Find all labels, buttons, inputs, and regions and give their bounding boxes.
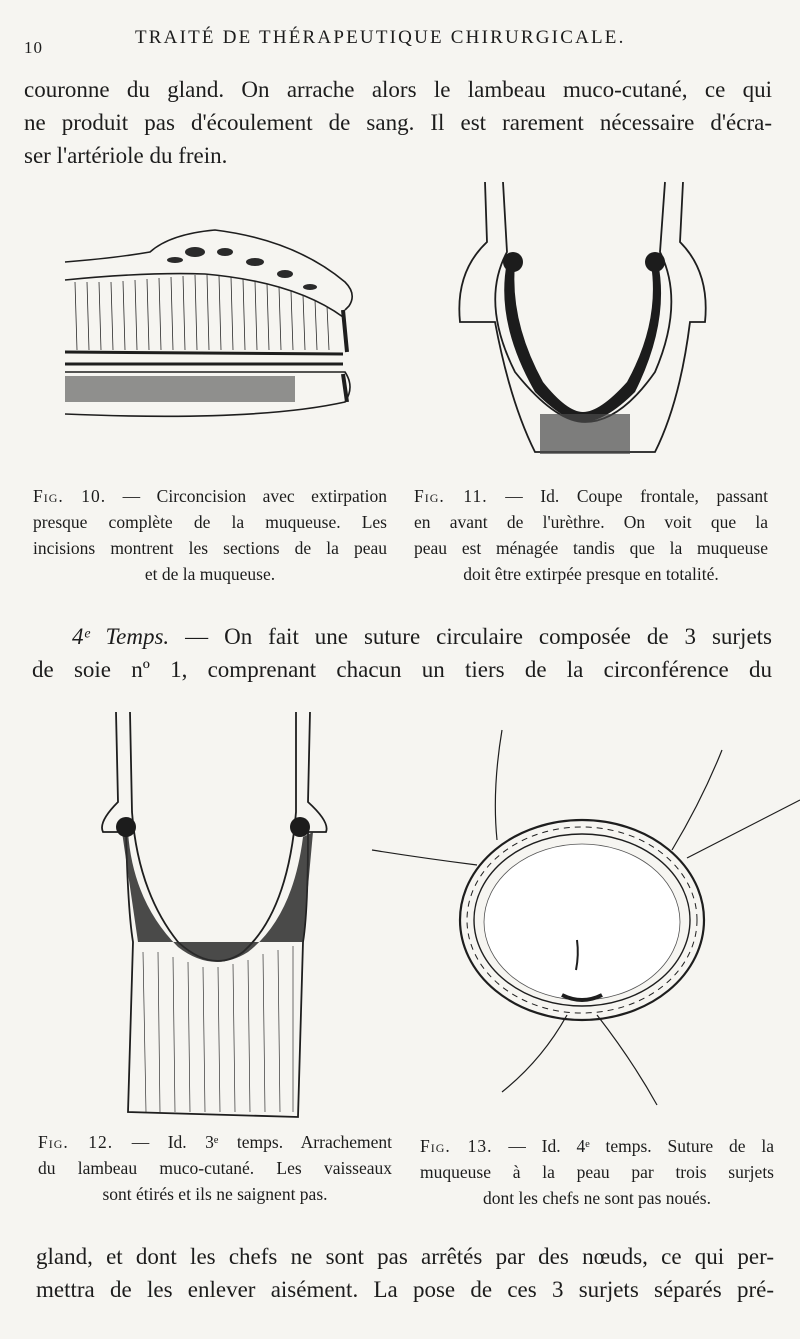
caption-text: et de la muqueuse. bbox=[144, 564, 276, 584]
paragraph-bottom bbox=[36, 1240, 774, 1306]
figure-11-caption bbox=[414, 483, 768, 587]
figure-13-caption bbox=[420, 1133, 774, 1211]
caption-text: presque complète de la muqueuse. Les bbox=[33, 512, 387, 532]
figure-label: Fig. 10. bbox=[33, 486, 107, 506]
caption-text: — Id. 3ᵉ temps. Arrachement bbox=[131, 1132, 392, 1152]
caption-text: en avant de l'urèthre. On voit que la bbox=[414, 512, 768, 532]
paragraph-top bbox=[24, 73, 772, 172]
caption-text: doit être extirpée presque en totalité. bbox=[463, 564, 719, 584]
caption-text: peau est ménagée tandis que la muqueuse bbox=[414, 538, 768, 558]
figure-label: Fig. 11. bbox=[414, 486, 488, 506]
text-line: couronne du gland. On arrache alors le lambeau muco-cutané, ce qui bbox=[24, 77, 772, 102]
figure-label: Fig. 12. bbox=[38, 1132, 114, 1152]
caption-text: muqueuse à la peau par trois surjets bbox=[420, 1162, 774, 1182]
paragraph-middle bbox=[32, 620, 772, 686]
text-line: ne produit pas d'écoulement de sang. Il est rarement nécessaire d'écra- bbox=[24, 110, 772, 135]
figure-10-illustration bbox=[55, 222, 360, 427]
text-line: — On fait une suture circulaire composée de 3 surjets bbox=[185, 624, 772, 649]
text-line: de soie nº 1, comprenant chacun un tiers de la circonférence du bbox=[32, 657, 772, 682]
figure-label: Fig. 13. bbox=[420, 1136, 493, 1156]
caption-text: dont les chefs ne sont pas noués. bbox=[483, 1188, 711, 1208]
figure-12-illustration bbox=[98, 712, 333, 1122]
caption-text: — Id. Coupe frontale, passant bbox=[505, 486, 769, 506]
text-line: gland, et dont les chefs ne sont pas arrêtés par des nœuds, ce qui per- bbox=[36, 1244, 774, 1269]
caption-text: incisions montrent les sections de la peau bbox=[33, 538, 387, 558]
text-line: mettra de les enlever aisément. La pose de ces 3 surjets séparés pré- bbox=[36, 1277, 774, 1302]
caption-text: — Circoncision avec extirpation bbox=[122, 486, 387, 506]
caption-text: sont étirés et ils ne saignent pas. bbox=[102, 1184, 328, 1204]
caption-text: — Id. 4ᵉ temps. Suture de la bbox=[508, 1136, 775, 1156]
text-line: ser l'artériole du frein. bbox=[24, 143, 228, 168]
caption-text: du lambeau muco-cutané. Les vaisseaux bbox=[38, 1158, 392, 1178]
page-number: 10 bbox=[24, 38, 43, 57]
figure-11-illustration bbox=[455, 182, 710, 467]
figure-12-caption bbox=[38, 1129, 392, 1207]
running-title: TRAITÉ DE THÉRAPEUTIQUE CHIRURGICALE. bbox=[135, 27, 626, 48]
temps-heading: 4ᵉ Temps. bbox=[72, 624, 170, 649]
figure-10-caption bbox=[33, 483, 387, 587]
figure-13-illustration bbox=[372, 730, 800, 1110]
